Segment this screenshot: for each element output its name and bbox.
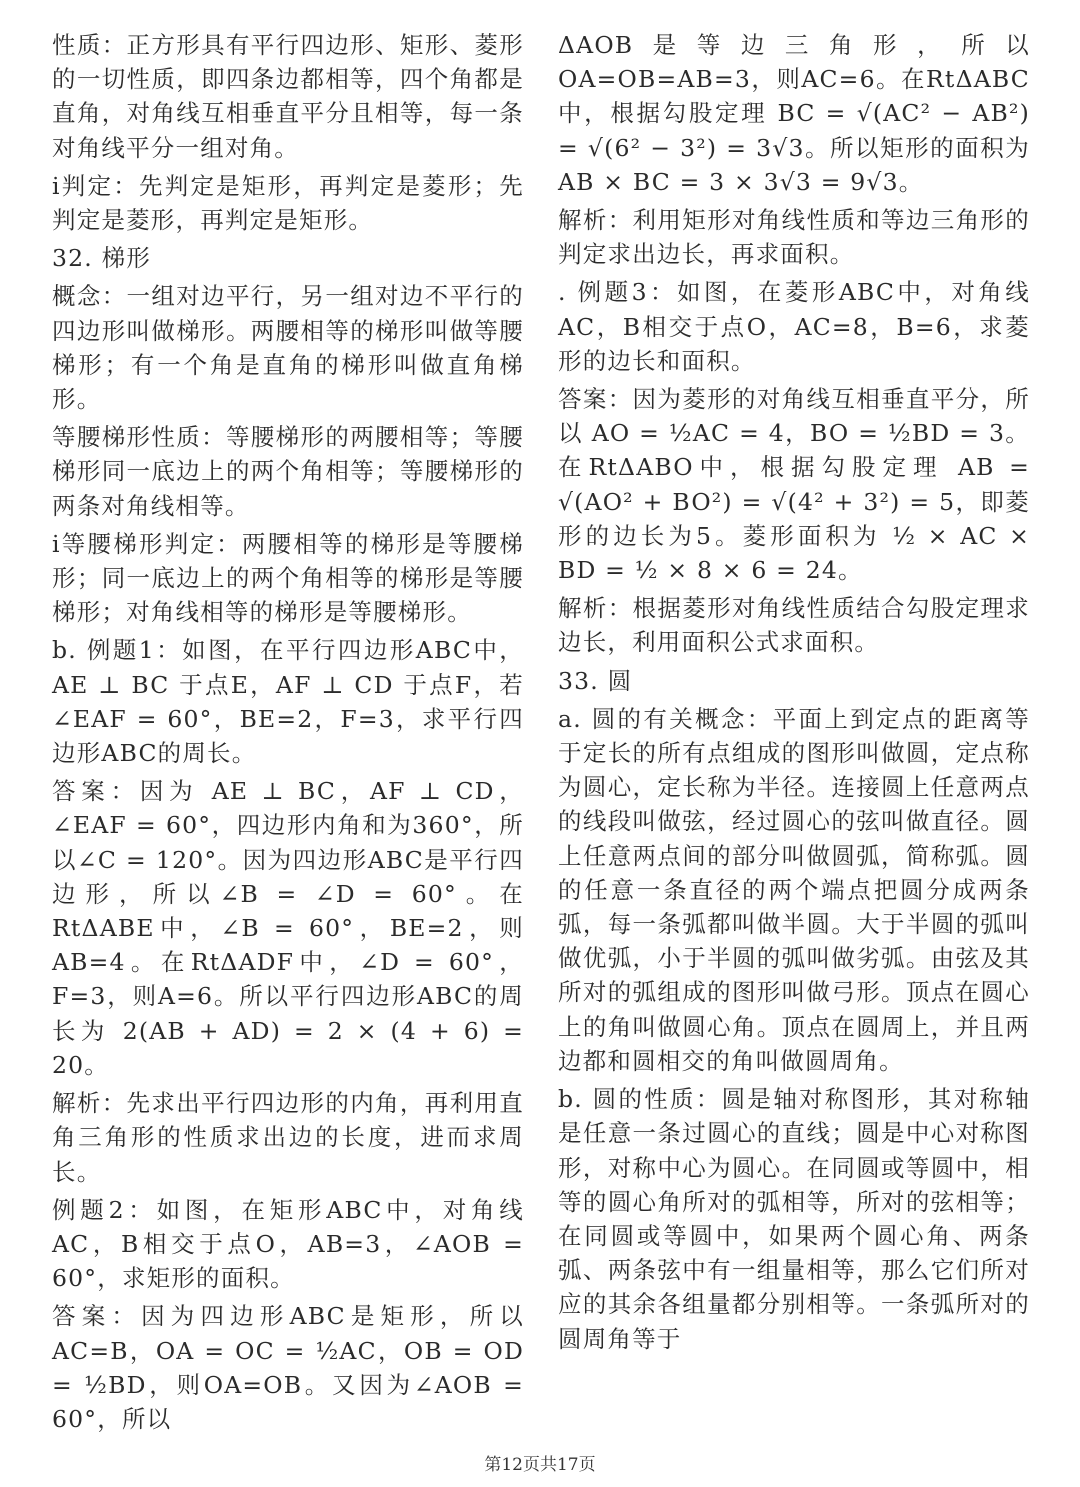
- example-1-answer: 答案：因为 AE ⊥ BC，AF ⊥ CD，∠EAF = 60°，四边形内角和为360°，所以∠C = 120°。因为四边形ABC是平行四边形，所以∠B = ∠D = 60°。在RtΔABE中，∠B = 60°，BE=2，则AB=4。在RtΔADF中，∠D = 60°，F=3，则A=6。所以平行四边形ABC的周长为 2(AB + AD) = 2 × (4 + 6) = 20。: [52, 777, 524, 1079]
- circle-concepts: a. 圆的有关概念：平面上到定点的距离等于定长的所有点组成的图形叫做圆，定点称为圆心，定长称为半径。连接圆上任意两点的线段叫做弦，经过圆心的弦叫做直径。圆上任意两点间的部分叫做圆弧，简称弧。圆的任意一条直径的两个端点把圆分成两条弧，每一条弧都叫做半圆。大于半圆的弧叫做优弧，小于半圆的弧叫做劣弧。由弦及其所对的弧组成的图形叫做弓形。顶点在圆心上的角叫做圆心角。顶点在圆周上，并且两边都和圆相交的角叫做圆周角。: [558, 704, 1030, 1075]
- square-properties: 性质：正方形具有平行四边形、矩形、菱形的一切性质，即四条边都相等，四个角都是直角，对角线互相垂直平分且相等，每一条对角线平分一组对角。: [52, 31, 524, 162]
- right-column: [558, 28, 1030, 1360]
- example-3-question: . 例题3：如图，在菱形ABC中，对角线AC，B相交于点O，AC=8，B=6，求菱形的边长和面积。: [558, 278, 1030, 375]
- example-3-answer: 答案：因为菱形的对角线互相垂直平分，所以 AO = ½AC = 4，BO = ½BD = 3。在RtΔABO中，根据勾股定理 AB = √(AO² + BO²) = √(4² + 3²) = 5，即菱形的边长为5。菱形面积为 ½ × AC × BD = ½ × 8 × 6 = 24。: [558, 385, 1030, 585]
- page-footer: 第12页共17页: [484, 1455, 596, 1475]
- trapezoid-concept: 概念：一组对边平行，另一组对边不平行的四边形叫做梯形。两腰相等的梯形叫做等腰梯形；有一个角是直角的梯形叫做直角梯形。: [52, 282, 524, 414]
- circle-properties: b. 圆的性质：圆是轴对称图形，其对称轴是任意一条过圆心的直线；圆是中心对称图形，对称中心为圆心。在同圆或等圆中，相等的圆心角所对的弧相等，所对的弦相等；在同圆或等圆中，如果两个圆心角、两条弧、两条弦中有一组量相等，那么它们所对应的其余各组量都分别相等。一条弧所对的圆周角等于: [558, 1085, 1030, 1353]
- left-column: [52, 28, 524, 1440]
- square-determination: i判定：先判定是矩形，再判定是菱形；先判定是菱形，再判定是矩形。: [52, 171, 524, 235]
- example-2-question: 例题2：如图，在矩形ABC中，对角线AC，B相交于点O，AB=3，∠AOB = 60°，求矩形的面积。: [52, 1195, 524, 1293]
- isosceles-trapezoid-properties: 等腰梯形性质：等腰梯形的两腰相等；等腰梯形同一底边上的两个角相等；等腰梯形的两条对角线相等。: [52, 423, 524, 520]
- section-32-heading: 32. 梯形: [52, 244, 152, 273]
- isosceles-trapezoid-determination: i等腰梯形判定：两腰相等的梯形是等腰梯形；同一底边上的两个角相等的梯形是等腰梯形；对角线相等的梯形是等腰梯形。: [52, 529, 524, 627]
- example-3-analysis: 解析：根据菱形对角线性质结合勾股定理求边长，利用面积公式求面积。: [558, 594, 1030, 657]
- example-2-answer-continued: ΔAOB是等边三角形，所以OA=OB=AB=3，则AC=6。在RtΔABC中，根据勾股定理 BC = √(AC² − AB²) = √(6² − 3²) = 3√3。所以矩形的面积为 AB × BC = 3 × 3√3 = 9√3。: [558, 31, 1030, 196]
- example-1-analysis: 解析：先求出平行四边形的内角，再利用直角三角形的性质求出边的长度，进而求周长。: [52, 1089, 524, 1186]
- example-1-question: b. 例题1：如图，在平行四边形ABC中，AE ⊥ BC 于点E，AF ⊥ CD 于点F，若 ∠EAF = 60°，BE=2，F=3，求平行四边形ABC的周长。: [52, 636, 524, 768]
- example-2-answer-start: 答案：因为四边形ABC是矩形，所以AC=B，OA = OC = ½AC，OB = OD = ½BD，则OA=OB。又因为∠AOB = 60°，所以: [52, 1302, 524, 1433]
- example-2-analysis: 解析：利用矩形对角线性质和等边三角形的判定求出边长，再求面积。: [558, 206, 1030, 269]
- section-33-heading: 33. 圆: [558, 666, 633, 695]
